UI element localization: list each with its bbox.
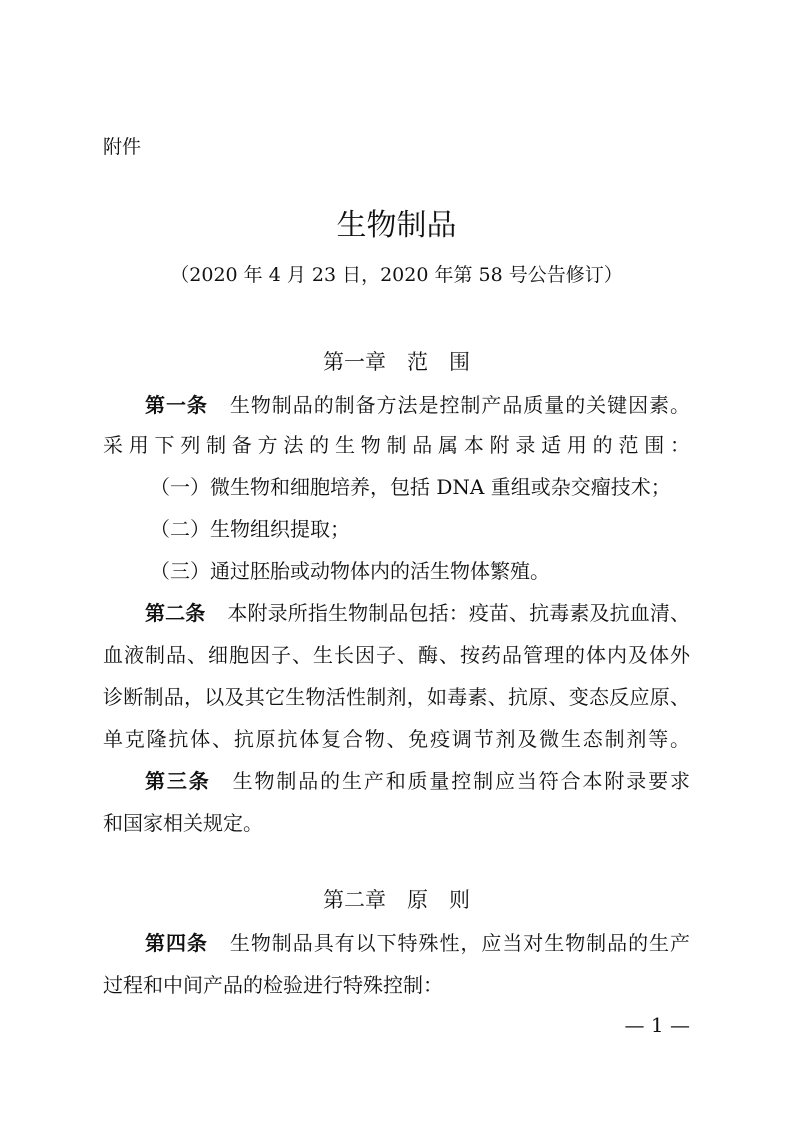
article4-line1	[145, 929, 690, 957]
article2-line2: 血液制品、细胞因子、生长因子、酶、按药品管理的体内及体外	[103, 643, 690, 667]
article-text: 本附录所指生物制品包括：疫苗、抗毒素及抗血清、	[227, 601, 691, 625]
article1-line2: 采用下列制备方法的生物制品属本附录适用的范围：	[103, 433, 690, 457]
article3-line1	[145, 767, 690, 795]
article-text: 生物制品的制备方法是控制产品质量的关键因素。	[229, 393, 690, 417]
document-subtitle: （2020 年 4 月 23 日，2020 年第 58 号公告修订）	[170, 264, 623, 286]
article1-item3: （三）通过胚胎或动物体内的活生物体繁殖。	[150, 559, 550, 583]
article-label: 第一条	[145, 393, 208, 417]
chapter2-heading: 第二章 原 则	[323, 888, 470, 912]
article1-item1: （一）微生物和细胞培养，包括 DNA 重组或杂交瘤技术；	[150, 475, 671, 499]
article-text: 生物制品具有以下特殊性，应当对生物制品的生产	[229, 931, 690, 955]
article2-line1	[145, 599, 690, 627]
chapter1-heading: 第一章 范 围	[323, 350, 470, 374]
article2-line3: 诊断制品，以及其它生物活性制剂，如毒素、抗原、变态反应原、	[103, 685, 690, 709]
article-text: 生物制品的生产和质量控制应当符合本附录要求	[232, 769, 691, 793]
article-label: 第二条	[145, 601, 206, 625]
article1-line1	[145, 391, 690, 419]
article2-line4: 单克隆抗体、抗原抗体复合物、免疫调节剂及微生态制剂等。	[103, 727, 690, 751]
article3-line2: 和国家相关规定。	[103, 811, 263, 835]
attachment-label: 附件	[103, 136, 142, 158]
article-label: 第四条	[145, 931, 208, 955]
article4-line2: 过程和中间产品的检验进行特殊控制：	[103, 973, 443, 997]
document-title: 生物制品	[336, 208, 457, 243]
article1-item2: （二）生物组织提取；	[150, 517, 350, 541]
article-label: 第三条	[145, 769, 211, 793]
page-number: — 1 —	[624, 1013, 690, 1037]
